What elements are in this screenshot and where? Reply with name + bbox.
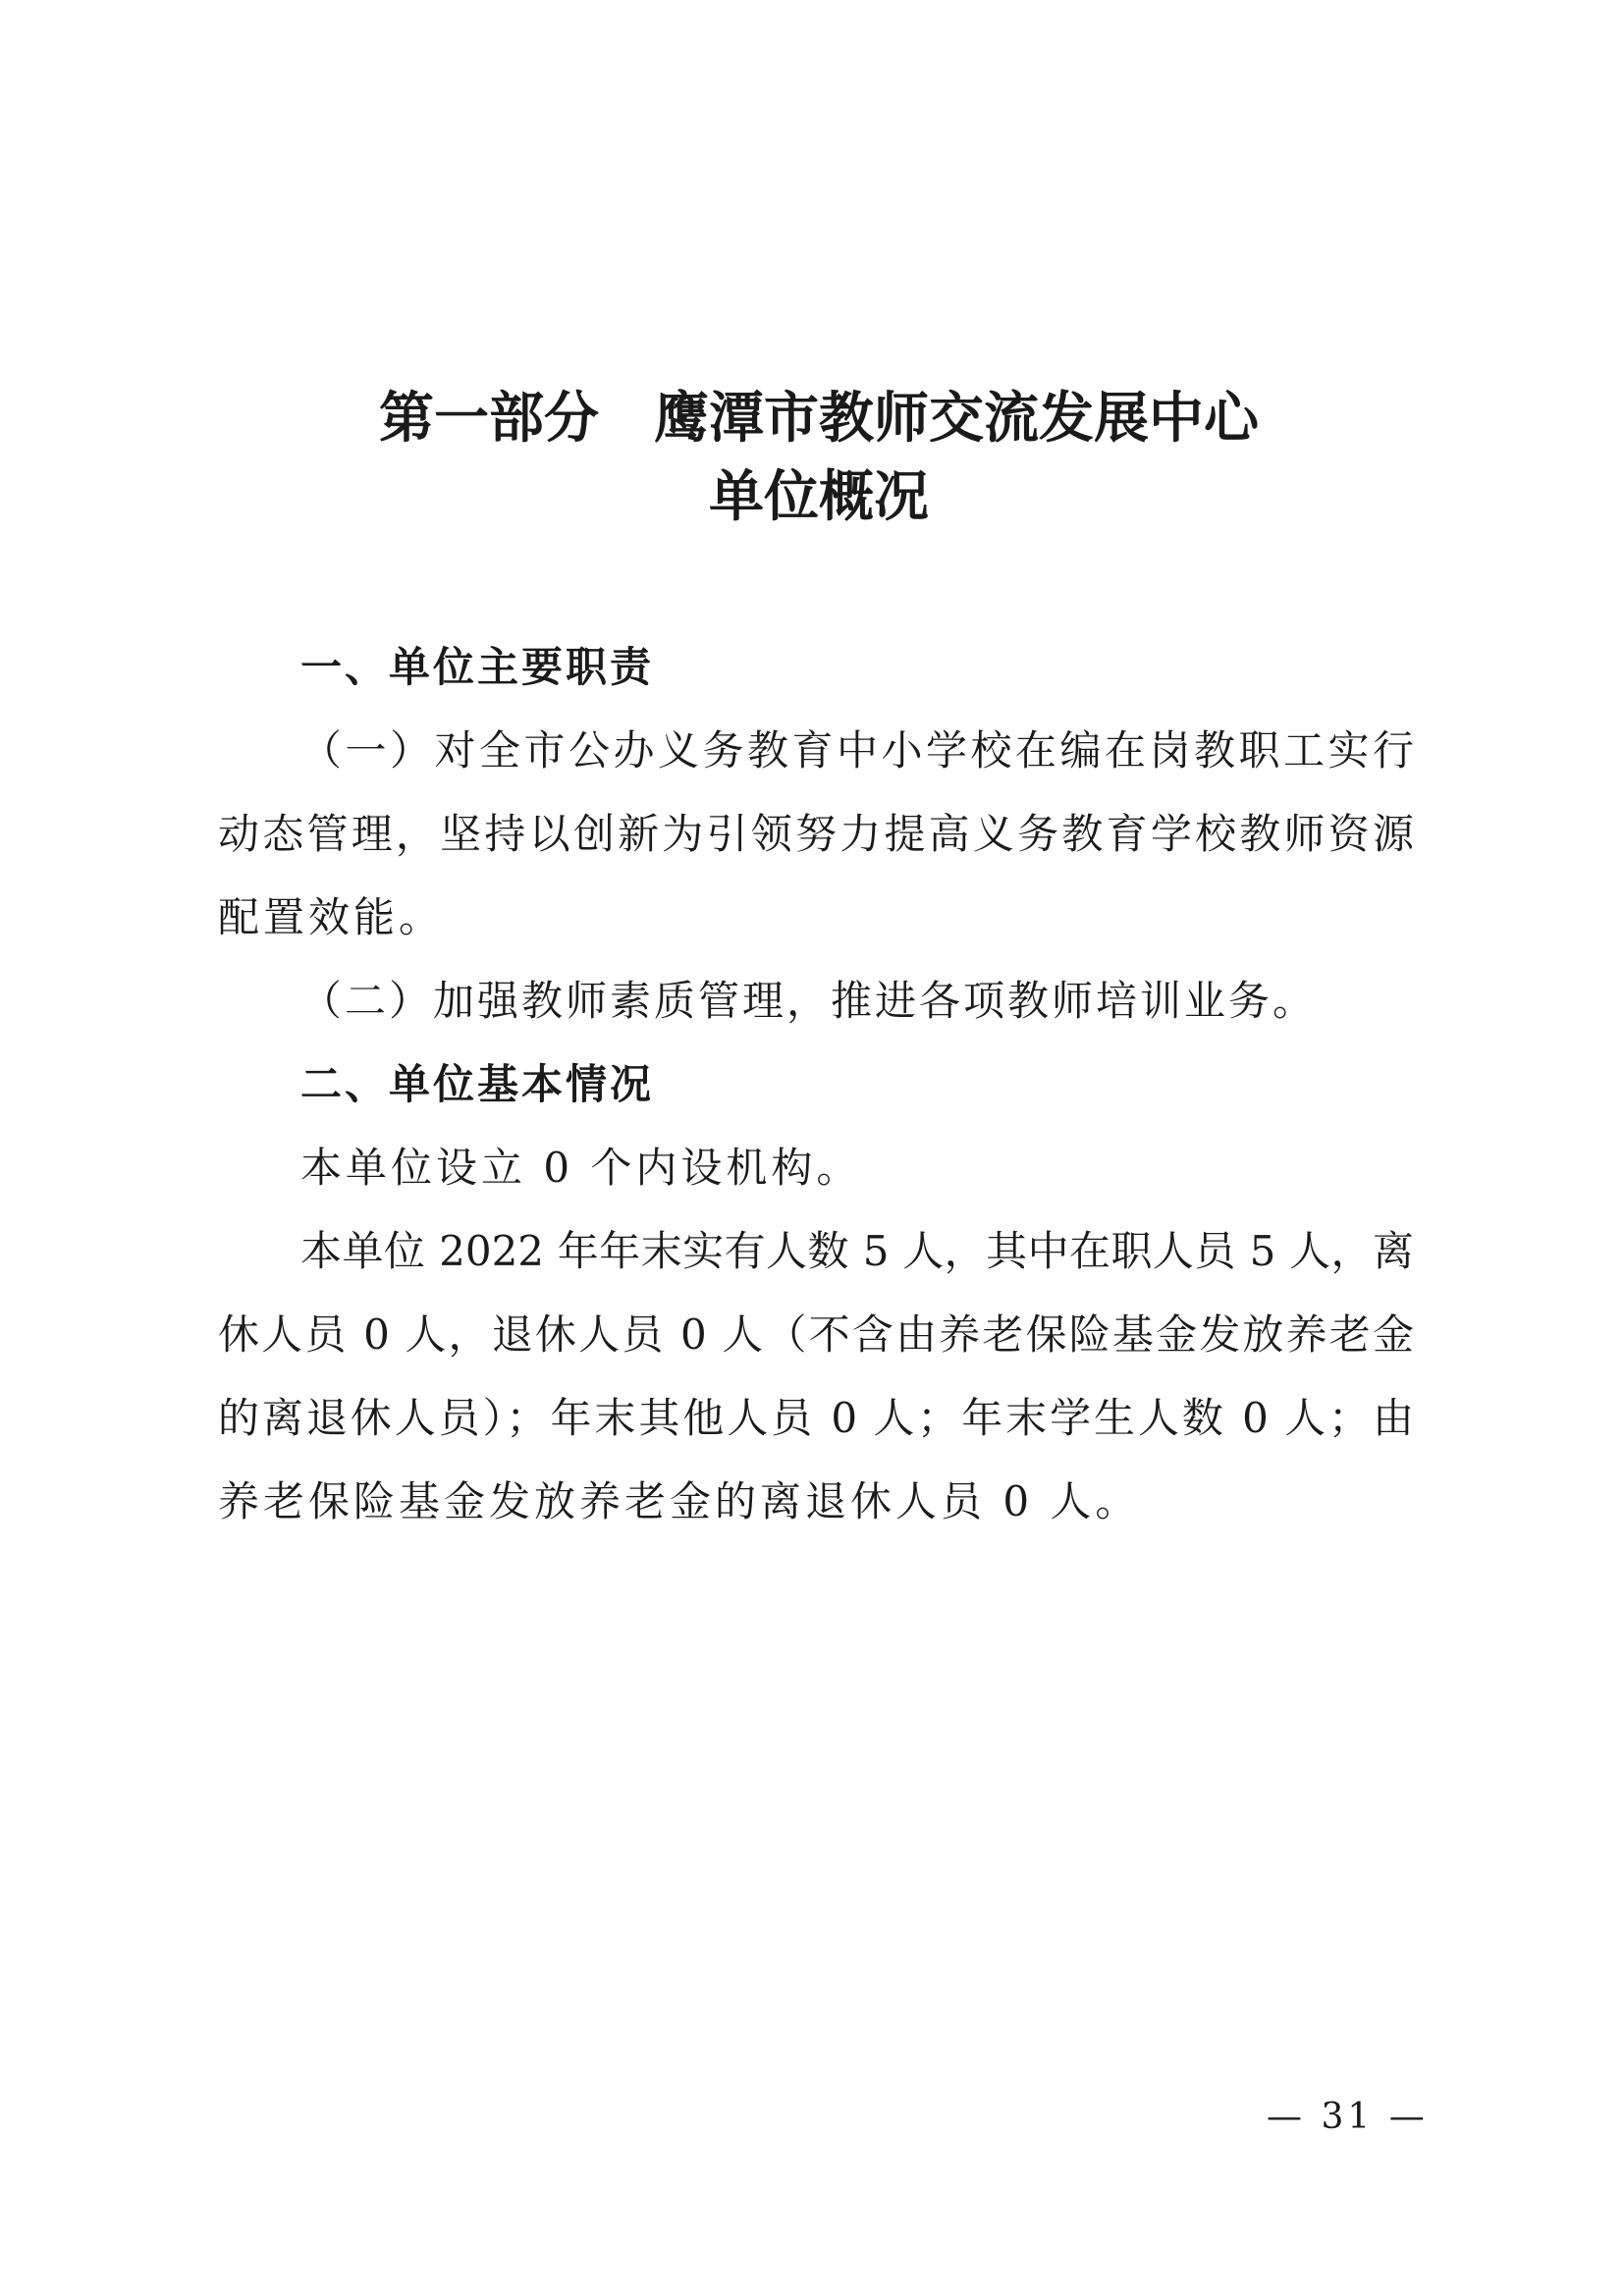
page-number: — 31 —: [1267, 2097, 1429, 2137]
section1-heading: 一、单位主要职责: [300, 643, 655, 691]
page-title: [0, 385, 1624, 454]
title-unit-name: 鹰潭市教师交流发展中心: [654, 387, 1259, 451]
section2-para2-line3: 的离退休人员）；年末其他人员 0 人；年末学生人数 0 人；由: [218, 1394, 1414, 1442]
section2-para2-line2: 休人员 0 人，退休人员 0 人（不含由养老保险基金发放养老金: [218, 1310, 1414, 1359]
section2-heading: 二、单位基本情况: [300, 1060, 655, 1108]
section1-item2: （二）加强教师素质管理，推进各项教师培训业务。: [300, 977, 1318, 1025]
section2-para1: 本单位设立 0 个内设机构。: [300, 1144, 862, 1192]
section1-item1-line1: （一）对全市公办义务教育中小学校在编在岗教职工实行: [300, 726, 1414, 774]
section1-item1-line2: 动态管理，坚持以创新为引领努力提高义务教育学校教师资源: [218, 810, 1414, 858]
section2-para2-line4: 养老保险基金发放养老金的离退休人员 0 人。: [218, 1477, 1141, 1525]
page-subtitle: 单位概况: [709, 465, 929, 529]
section1-item1-line3: 配置效能。: [218, 893, 445, 941]
section2-para2-line1: 本单位 2022 年年末实有人数 5 人，其中在职人员 5 人，离: [300, 1227, 1414, 1275]
title-part: 第一部分: [379, 387, 599, 451]
